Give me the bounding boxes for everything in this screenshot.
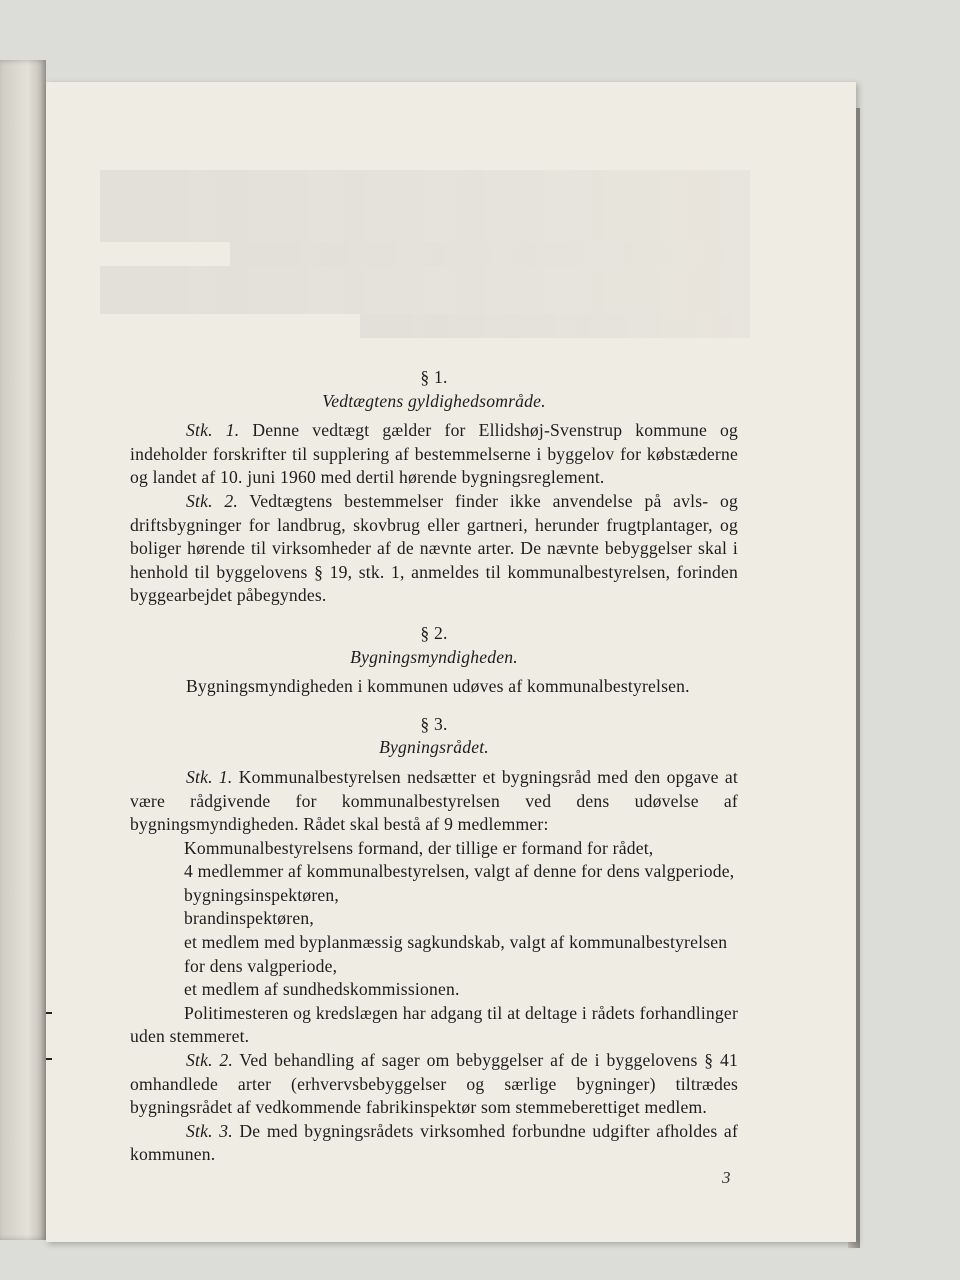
paragraph [130,419,738,490]
section-number: § 1. [420,367,448,387]
paragraph-text: Ved behandling af sager om bebyggelser af de i byggelovens § 41 omhandlede arter (erhvervsbebyggelser og særlige bygninger) tiltrædes bygningsrådet af vedkommende fabrikinspektør som stemmeberettiget medlem. [130,1050,739,1118]
section-title: Vedtægtens gyldighedsområde. [322,390,546,411]
list-item: bygningsinspektøren, [184,884,339,905]
show-through-text [100,170,750,338]
paragraph-text: Vedtægtens bestemmelser finder ikke anvendelse på avls- og driftsbygninger for landbrug, skovbrug eller gartneri, herunder frugtplantager, og boliger hørende til virksomheder af de nævnte arter. De nævnte bebyggelser skal i henhold til byggelovens § 19, stk. 1, anmeldes til kommunalbestyrelsen, forinden byggearbejdet påbegyndes. [130,490,739,606]
document-body [130,366,738,1167]
paragraph [130,766,738,837]
list-item: brandinspektøren, [184,908,314,929]
paragraph [130,490,738,608]
binding-staple-mark [46,1058,52,1060]
list-item: et medlem af sundhedskommissionen. [184,979,460,1000]
paragraph [130,675,738,699]
paragraph-text: Politimesteren og kredslægen har adgang til at deltage i rådets forhandlinger uden stemmeret. [130,1002,738,1047]
paragraph-text: Bygningsmyndigheden i kommunen udøves af kommunalbestyrelsen. [186,676,690,697]
paragraph-text: Denne vedtægt gælder for Ellidshøj-Svenstrup kommune og indeholder forskrifter til supplering af bestemmelserne i byggelov for købstæderne og landet af 10. juni 1960 med dertil hørende bygningsreglement. [130,420,738,488]
stk-label: Stk. 2. [186,1050,234,1071]
binding-staple-mark [46,1012,52,1014]
page-number: 3 [722,1168,731,1187]
section-number: § 2. [420,622,448,643]
list-item: Kommunalbestyrelsens formand, der tillige er formand for rådet, [184,837,654,858]
section-title: Bygningsmyndigheden. [350,646,518,667]
stk-label: Stk. 3. [186,1120,233,1141]
facing-page-edge [0,60,46,1240]
paragraph-text: Kommunalbestyrelsen nedsætter et bygningsråd med den opgave at være rådgivende for kommunalbestyrelsen ved dens udøvelse af bygningsmyndigheden. Rådet skal bestå af 9 medlemmer: [130,766,738,835]
list-item: et medlem med byplanmæssig sagkundskab, valgt af kommunalbestyrelsen for dens valgperiode, [184,932,728,976]
member-list [130,837,738,1002]
list-item: 4 medlemmer af kommunalbestyrelsen, valgt af denne for dens valgperiode, [184,861,735,882]
paragraph [130,1002,738,1049]
stk-label: Stk. 1. [186,766,233,787]
paragraph [130,1120,738,1167]
stk-label: Stk. 2. [186,490,238,511]
paragraph-text: De med bygningsrådets virksomhed forbundne udgifter afholdes af kommunen. [130,1120,738,1165]
paragraph [130,1049,738,1120]
section-number: § 3. [420,713,448,734]
stk-label: Stk. 1. [186,420,240,441]
section-title: Bygningsrådet. [379,737,489,758]
